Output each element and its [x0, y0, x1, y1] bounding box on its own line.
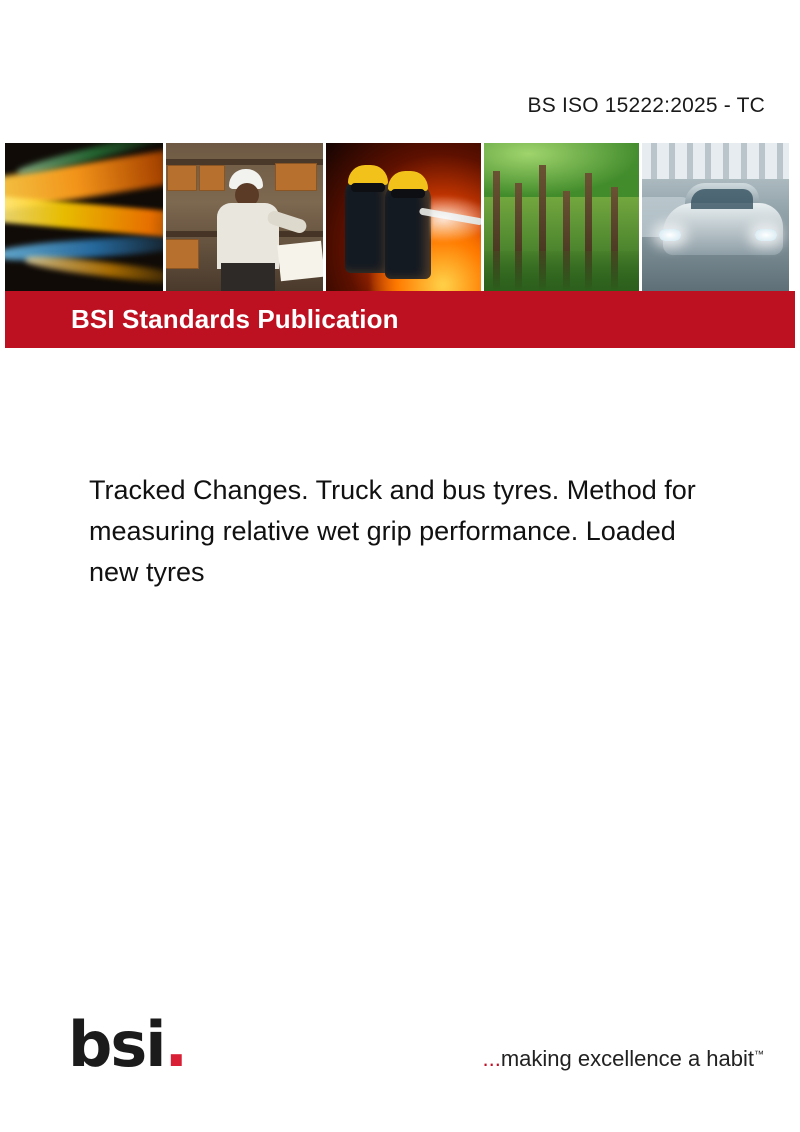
carton [167, 165, 197, 191]
water-spray [431, 195, 481, 243]
publication-banner [5, 291, 795, 348]
forest-photo [481, 143, 639, 291]
windscreen [691, 189, 753, 209]
standard-reference: BS ISO 15222:2025 - TC [527, 94, 765, 117]
carton [275, 163, 317, 191]
bsi-logo-text [68, 1008, 198, 1081]
car-assembly-photo [639, 143, 789, 291]
trademark-symbol: ™ [754, 1049, 764, 1061]
brand-tagline [483, 1046, 765, 1072]
visor [391, 189, 425, 198]
bsi-logo-dot: . [164, 1008, 187, 1081]
forest-floor [481, 251, 639, 291]
carton [165, 239, 199, 269]
image-divider [481, 143, 484, 291]
cover-image-strip [5, 143, 795, 291]
bsi-logo [68, 1008, 198, 1081]
headlight [659, 229, 681, 241]
fire-helmet [388, 171, 428, 191]
light-trail-amber [25, 253, 163, 288]
paperwork [277, 241, 323, 281]
page-title: Tracked Changes. Truck and bus tyres. Method for measuring relative wet grip performance. Loaded new tyres [89, 475, 696, 587]
headlight [755, 229, 777, 241]
image-divider [639, 143, 642, 291]
visor [351, 183, 385, 192]
light-trail-green [16, 143, 163, 178]
warehouse-worker-photo [163, 143, 323, 291]
fire-helmet [348, 165, 388, 185]
tagline-leading-dots: ... [482, 1046, 501, 1071]
worker-legs [221, 263, 275, 291]
carton [199, 165, 225, 191]
factory-ceiling-lights [639, 143, 789, 179]
tagline-text: making excellence a habit [500, 1046, 754, 1071]
image-divider [323, 143, 326, 291]
night-light-trails-photo [5, 143, 163, 291]
firefighters-photo [323, 143, 481, 291]
publication-banner-label: BSI Standards Publication [71, 304, 399, 334]
bsi-logo-wordmark: bsi [68, 1008, 165, 1081]
image-divider [163, 143, 166, 291]
